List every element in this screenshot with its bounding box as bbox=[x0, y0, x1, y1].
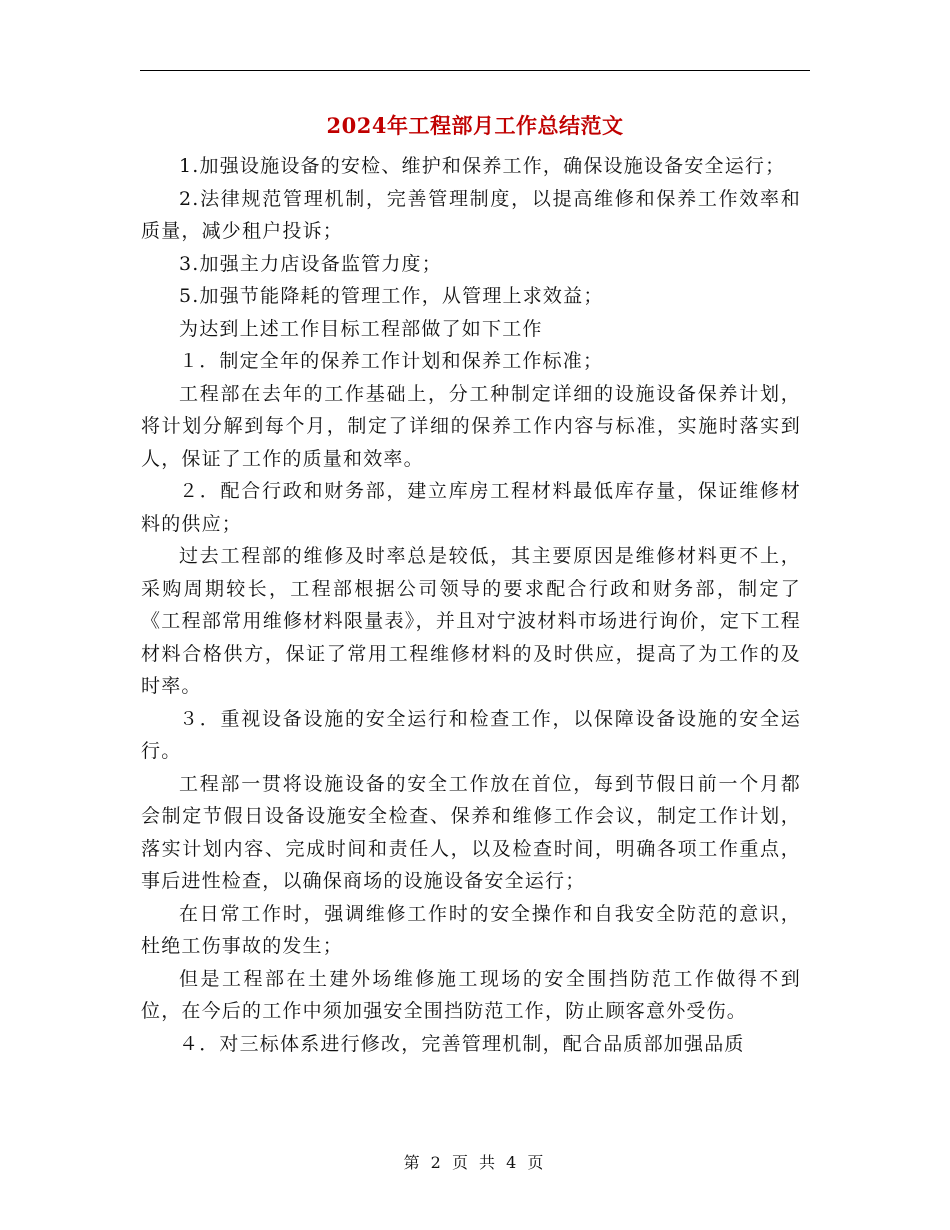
paragraph: 过去工程部的维修及时率总是较低，其主要原因是维修材料更不上，采购周期较长，工程部根据公司领导的要求配合行政和财务部，制定了《工程部常用维修材料限量表》，并且对宁波材料市场进行询价，定下工程材料合格供方，保证了常用工程维修材料的及时供应，提高了为工作的及时率。 bbox=[141, 545, 801, 697]
paragraph: 工程部一贯将设施设备的安全工作放在首位，每到节假日前一个月都会制定节假日设备设施安全检查、保养和维修工作会议，制定工作计划，落实计划内容、完成时间和责任人，以及检查时间，明确各项工作重点，事后进性检查，以确保商场的设施设备安全运行； bbox=[141, 772, 801, 892]
page-footer: 第 2 页 共 4 页 bbox=[403, 1153, 547, 1172]
document-body bbox=[141, 150, 801, 1060]
paragraph: 在日常工作时，强调维修工作时的安全操作和自我安全防范的意识，杜绝工伤事故的发生； bbox=[141, 902, 801, 957]
paragraph: ４．对三标体系进行修改，完善管理机制，配合品质部加强品质 bbox=[179, 1032, 745, 1055]
paragraph: 5.加强节能降耗的管理工作，从管理上求效益； bbox=[179, 285, 604, 307]
paragraph: ２．配合行政和财务部，建立库房工程材料最低库存量，保证维修材料的供应； bbox=[141, 480, 801, 535]
paragraph: 工程部在去年的工作基础上，分工种制定详细的设施设备保养计划，将计划分解到每个月，制定了详细的保养工作内容与标准，实施时落实到人，保证了工作的质量和效率。 bbox=[141, 382, 801, 470]
paragraph: 2.法律规范管理机制，完善管理制度，以提高维修和保养工作效率和质量，减少租户投诉； bbox=[141, 187, 801, 242]
paragraph: １．制定全年的保养工作计划和保养工作标准； bbox=[179, 350, 604, 372]
paragraph: 1.加强设施设备的安检、维护和保养工作，确保设施设备安全运行； bbox=[179, 155, 786, 177]
paragraph: 为达到上述工作目标工程部做了如下工作 bbox=[179, 317, 543, 340]
header-rule bbox=[140, 70, 810, 71]
paragraph: ３．重视设备设施的安全运行和检查工作，以保障设备设施的安全运行。 bbox=[141, 707, 801, 762]
document-title: 2024年工程部月工作总结范文 bbox=[326, 113, 624, 138]
paragraph: 3.加强主力店设备监管力度； bbox=[179, 252, 442, 275]
paragraph: 但是工程部在土建外场维修施工现场的安全围挡防范工作做得不到位，在今后的工作中须加强安全围挡防范工作，防止顾客意外受伤。 bbox=[141, 967, 801, 1022]
